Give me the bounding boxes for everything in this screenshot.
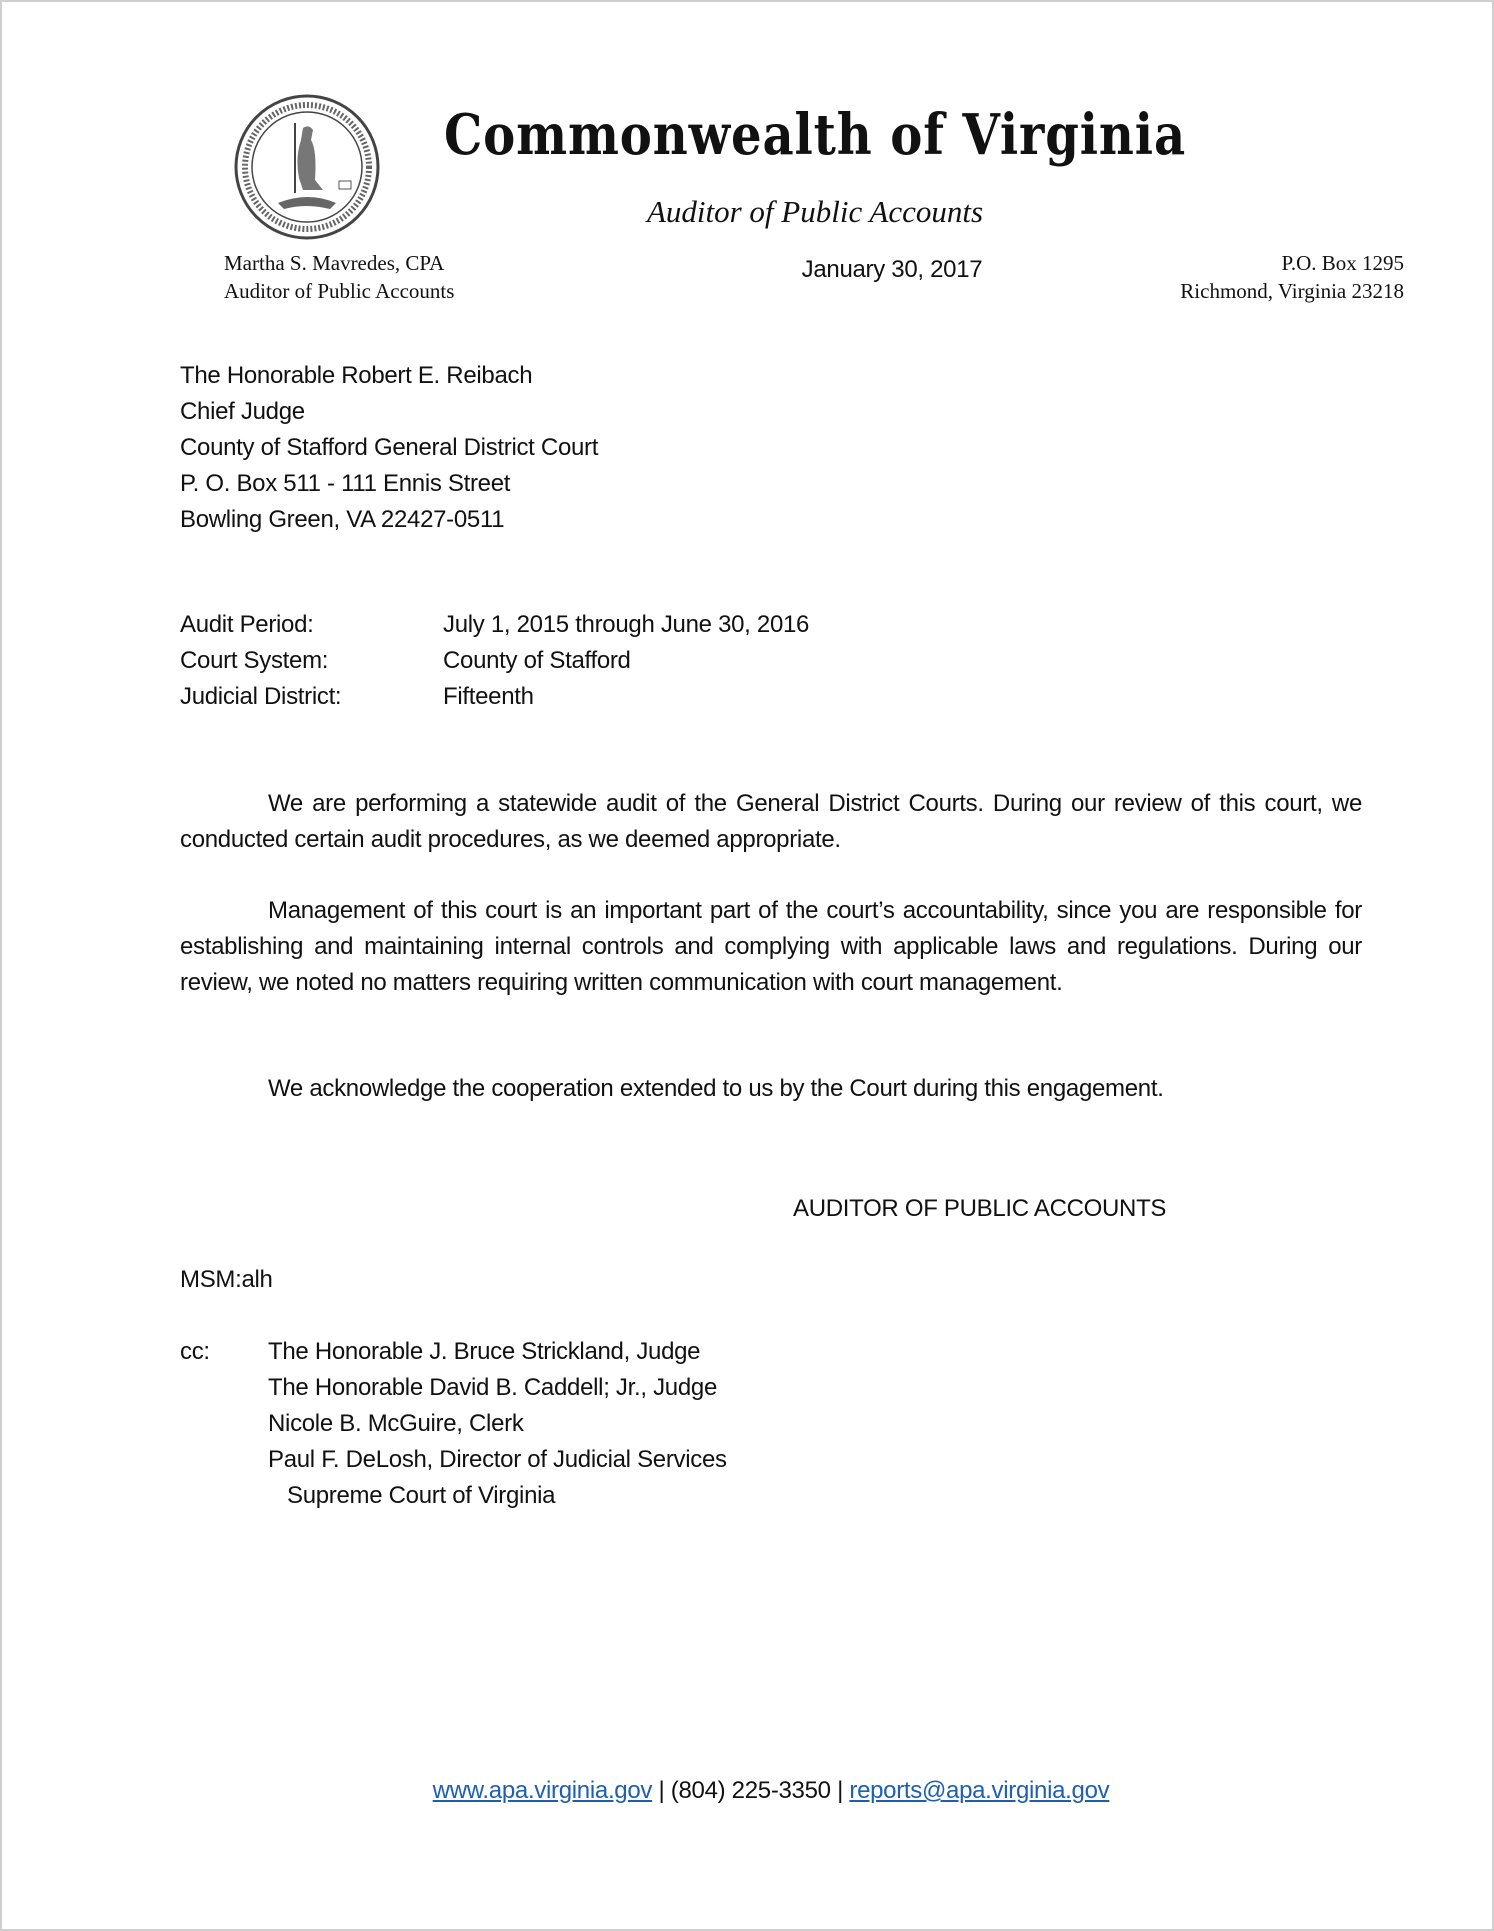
detail-value: July 1, 2015 through June 30, 2016	[443, 611, 810, 638]
detail-value: Fifteenth	[443, 683, 534, 710]
paragraph: We are performing a statewide audit of the General District Courts. During our review of this court, we conducted certain audit procedures, as we deemed appropriate.	[180, 790, 1362, 853]
detail-label: Judicial District:	[180, 683, 342, 710]
office-address	[1180, 249, 1404, 305]
auditor-title: Auditor of Public Accounts	[224, 279, 455, 303]
detail-row	[180, 679, 809, 715]
detail-row	[180, 643, 809, 679]
detail-row	[180, 607, 809, 643]
auditor-name: Martha S. Mavredes, CPA	[224, 251, 445, 275]
paragraph: We acknowledge the cooperation extended to us by the Court during this engagement.	[268, 1075, 1164, 1102]
cc-list	[268, 1334, 727, 1514]
cc-item: Supreme Court of Virginia	[287, 1482, 556, 1509]
letter-date: January 30, 2017	[801, 256, 983, 283]
recipient-line: Chief Judge	[180, 398, 305, 425]
initials: MSM:alh	[180, 1266, 273, 1293]
footer-separator: |	[652, 1777, 671, 1804]
office-city: Richmond, Virginia 23218	[1180, 279, 1404, 303]
recipient-line: Bowling Green, VA 22427-0511	[180, 506, 505, 533]
po-box: P.O. Box 1295	[1281, 251, 1404, 275]
paragraph: Management of this court is an important part of the court’s accountability, since you are responsible for establishing and maintaining internal controls and complying with applicable laws and regulations. During our review, we noted no matters requiring written communication with court management.	[180, 897, 1362, 996]
recipient-line: County of Stafford General District Court	[180, 434, 599, 461]
cc-item: Nicole B. McGuire, Clerk	[268, 1410, 524, 1437]
audit-details	[180, 607, 809, 715]
auditor-block	[224, 249, 454, 305]
detail-value: County of Stafford	[443, 647, 631, 674]
email-link[interactable]: reports@apa.virginia.gov	[849, 1777, 1110, 1804]
recipient-line: The Honorable Robert E. Reibach	[180, 362, 533, 389]
signature-line: AUDITOR OF PUBLIC ACCOUNTS	[793, 1195, 1167, 1222]
website-link[interactable]: www.apa.virginia.gov	[432, 1777, 653, 1804]
cc-item: Paul F. DeLosh, Director of Judicial Services	[268, 1446, 727, 1473]
cc-label: cc:	[180, 1338, 210, 1365]
footer	[2, 1773, 1494, 1809]
letterhead-title: Commonwealth of Virginia	[443, 102, 1187, 168]
recipient-address	[180, 358, 598, 538]
recipient-line: P. O. Box 511 - 111 Ennis Street	[180, 470, 511, 497]
footer-separator: |	[830, 1777, 850, 1804]
footer-phone: (804) 225-3350	[670, 1777, 831, 1804]
cc-item: The Honorable David B. Caddell; Jr., Judge	[268, 1374, 717, 1401]
detail-label: Court System:	[180, 647, 329, 674]
letterhead-subtitle: Auditor of Public Accounts	[646, 194, 984, 229]
detail-label: Audit Period:	[180, 611, 314, 638]
cc-item: The Honorable J. Bruce Strickland, Judge	[268, 1338, 701, 1365]
